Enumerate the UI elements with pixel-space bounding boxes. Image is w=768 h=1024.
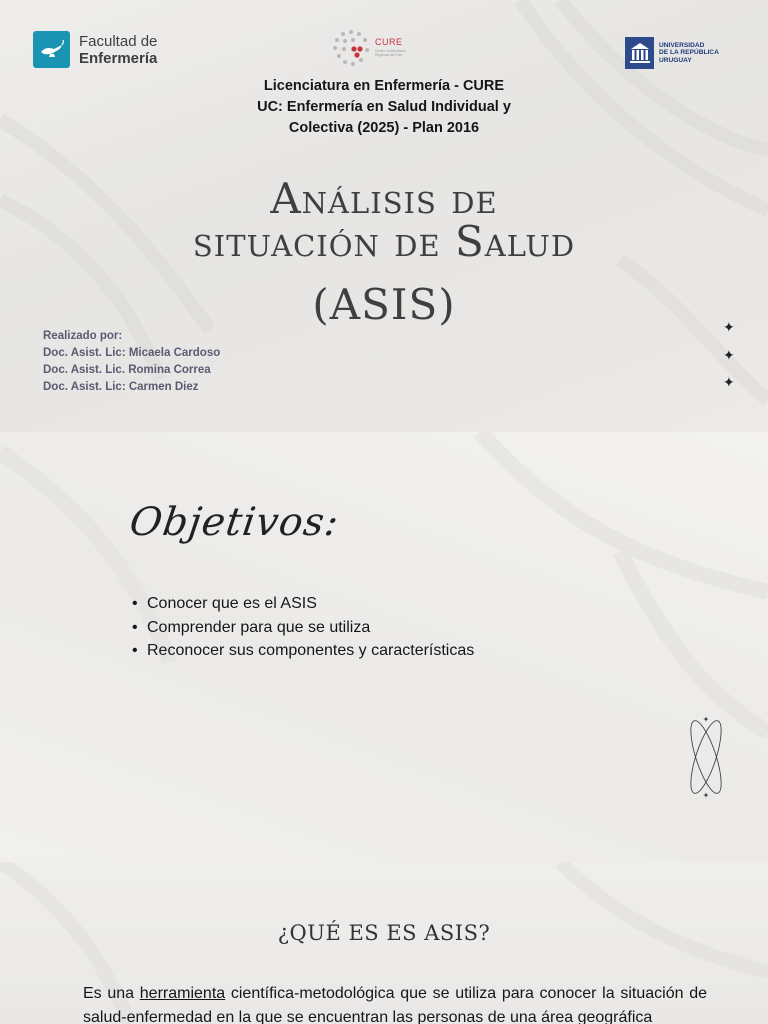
text-fragment: científica-metodológica que se utiliza para conocer la situación de salud-enfermedad en la que se encuentran las personas de una área geográfica bbox=[83, 985, 707, 1024]
list-item: • Conocer que es el ASIS bbox=[132, 592, 474, 616]
section-title: ¿QUÉ ES ES ASIS? bbox=[277, 921, 491, 945]
sparkle-icon: ✦ bbox=[723, 347, 735, 363]
sparkle-icon: ✦ bbox=[723, 319, 735, 335]
definition-slide bbox=[0, 862, 768, 1024]
orbit-decoration-icon bbox=[680, 714, 732, 800]
facultad-line1: Facultad de bbox=[79, 32, 158, 50]
udelar-line3: URUGUAY bbox=[659, 56, 692, 64]
authors-label: Realizado por: bbox=[43, 330, 123, 342]
cure-name: CURE bbox=[375, 37, 403, 47]
course-info bbox=[0, 76, 768, 139]
objectives-list bbox=[132, 592, 474, 663]
list-item: • Reconocer sus componentes y características bbox=[132, 639, 474, 663]
udelar-logo bbox=[625, 37, 719, 69]
definition-paragraph bbox=[83, 982, 707, 1024]
text-fragment: Es una bbox=[83, 985, 140, 1002]
facultad-enfermeria-logo bbox=[33, 31, 157, 68]
course-line2: UC: Enfermería en Salud Individual y bbox=[257, 99, 511, 115]
author-item: Doc. Asist. Lic. Romina Correa bbox=[43, 364, 211, 376]
title-line3: (ASIS) bbox=[312, 280, 456, 329]
cure-subtitle: Centro Universitario Regional del Este bbox=[375, 49, 406, 57]
cure-dots-icon bbox=[331, 28, 371, 68]
course-line1: Licenciatura en Enfermería - CURE bbox=[263, 78, 505, 94]
list-item: • Comprender para que se utiliza bbox=[132, 616, 474, 640]
udelar-line1: UNIVERSIDAD bbox=[659, 41, 705, 49]
lamp-icon bbox=[33, 31, 70, 68]
cover-slide bbox=[0, 0, 768, 432]
sparkle-icon: ✦ bbox=[723, 374, 735, 390]
facultad-line2: Enfermería bbox=[79, 49, 158, 67]
objectives-slide bbox=[0, 432, 768, 862]
main-title bbox=[0, 174, 768, 266]
university-building-icon bbox=[625, 37, 654, 69]
cure-logo bbox=[331, 28, 411, 68]
svg-text:✦: ✦ bbox=[702, 715, 710, 724]
author-item: Doc. Asist. Lic: Carmen Diez bbox=[43, 381, 199, 393]
svg-text:✦: ✦ bbox=[702, 791, 710, 800]
course-line3: Colectiva (2025) - Plan 2016 bbox=[288, 120, 480, 136]
title-line1: Análisis de bbox=[270, 174, 498, 223]
objectives-title: Objetivos: bbox=[126, 500, 343, 545]
title-line2: situación de Salud bbox=[192, 217, 576, 266]
author-item: Doc. Asist. Lic: Micaela Cardoso bbox=[43, 347, 221, 359]
authors-block bbox=[43, 328, 220, 396]
highlighted-term: herramienta bbox=[139, 985, 226, 1002]
udelar-line2: DE LA REPÚBLICA bbox=[659, 49, 719, 57]
